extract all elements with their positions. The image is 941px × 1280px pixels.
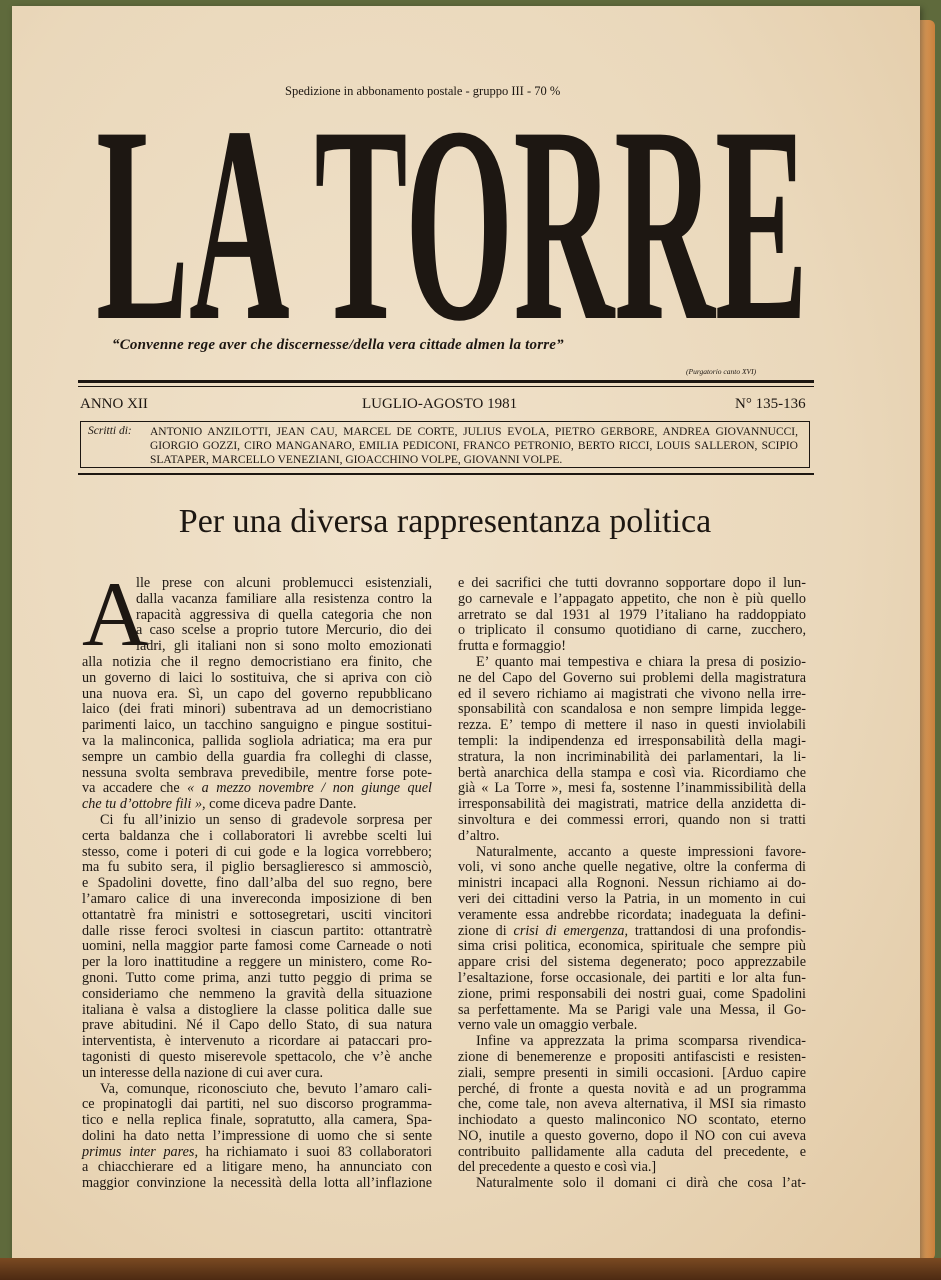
text-segment: prave abitudini. Né il Capo dello Stato, di sua natura	[82, 1017, 432, 1034]
text-segment: ministri incapaci alla Rognoni. Nessun richiamo ai do-	[458, 875, 806, 892]
text-segment: gnoni. Tutto come prima, anzi tutto peggio di prima se	[82, 969, 432, 986]
text-line	[82, 734, 432, 750]
text-segment: consideriamo che nemmeno la gravità della situazione	[82, 985, 432, 1002]
text-line	[82, 766, 432, 782]
text-segment: per la loro inattitudine a reggere un ministero, come Ro-	[82, 954, 432, 971]
issue-year: ANNO XII	[80, 396, 148, 412]
text-line	[458, 939, 806, 955]
text-line	[82, 1066, 432, 1082]
text-line	[82, 987, 432, 1003]
text-segment: ne del Capo del Governo sui problemi della magistratura	[458, 669, 806, 686]
text-segment: rezza. E’ tempo di mettere il naso in questi inviolabili	[458, 717, 806, 734]
text-line	[458, 576, 806, 592]
text-segment: un interesse della nazione di cui aver cura.	[82, 1064, 324, 1081]
text-segment: una nuova era. Sì, un capo del governo repubblicano	[82, 685, 432, 702]
text-line	[458, 718, 806, 734]
text-line	[82, 1034, 432, 1050]
text-segment: sa perfettamente. Ma se Parigi vale una Messa, il Go-	[458, 1001, 806, 1018]
text-segment: dolini ha dato netta l’impressione di uomo che si sente	[82, 1127, 432, 1144]
text-line	[82, 845, 432, 861]
text-line	[82, 687, 432, 703]
text-line	[458, 1113, 806, 1129]
text-line	[458, 892, 806, 908]
motto: “Convenne rege aver che discernesse/della vera cittade almen la torre”	[112, 337, 564, 353]
text-line	[458, 671, 806, 687]
text-line	[458, 955, 806, 971]
text-line	[458, 687, 806, 703]
text-line	[458, 1050, 806, 1066]
article-column-left	[82, 563, 432, 1192]
text-segment: veri dei cittadini verso la Patria, in un momento in cui	[458, 890, 806, 907]
text-segment: dalla vacanza familiare alla resistenza contro la	[136, 590, 432, 607]
text-line	[458, 1129, 806, 1145]
text-segment: veramente essa andrebbe ricordata; inadeguata la defini-	[458, 906, 806, 923]
text-segment: trattandosi di una profondis-	[628, 922, 806, 939]
text-line	[82, 813, 432, 829]
text-line	[458, 608, 806, 624]
text-segment: ce propinatogli dai partiti, nel suo discorso programma-	[82, 1096, 432, 1113]
text-segment: d’altro.	[458, 827, 500, 844]
text-segment: arretrato se dal 1931 al 1979 l’italiano ha raddoppiato	[458, 606, 806, 623]
text-segment: maggior convinzione la necessità della lotta all’inflazione	[82, 1175, 432, 1192]
text-segment: stratura, la non incriminabilità dei parlamentari, la li-	[458, 748, 806, 765]
divider	[78, 386, 814, 387]
text-segment: uomini, nella maggior parte famosi come Carneade o noti	[82, 938, 432, 955]
text-line	[458, 639, 806, 655]
text-segment: ottantatrè fra ministri e sottosegretari, usciti vincitori	[82, 906, 432, 923]
text-line	[458, 797, 806, 813]
text-segment: certa baldanza che i collaboratori li avrebbe scelti lui	[82, 827, 432, 844]
text-line	[458, 845, 806, 861]
text-segment: sponsabilità con scandalosa e non sempre limpida legge-	[458, 701, 806, 718]
text-segment: ed il severo richiamo ai magistrati che vivono nella irre-	[458, 685, 806, 702]
text-line	[82, 1003, 432, 1019]
text-line	[458, 1003, 806, 1019]
text-segment: irresponsabilità dei magistrati, matrice della anzidetta di-	[458, 796, 806, 813]
text-segment: go carnevale e l’appagato appetito, che non è più quello	[458, 590, 806, 607]
text-line	[82, 576, 432, 592]
text-segment: Naturalmente solo il domani ci dirà che cosa l’at-	[476, 1175, 806, 1192]
text-segment: ma fu subito sera, il piglio bersaglieresco si ammosciò,	[82, 859, 432, 876]
text-line	[82, 655, 432, 671]
text-segment: e dei sacrifici che tutti dovranno sopportare dopo il lun-	[458, 575, 806, 591]
text-line	[458, 1145, 806, 1161]
motto-source: (Purgatorio canto XVI)	[686, 367, 757, 376]
text-line	[458, 702, 806, 718]
text-line	[458, 766, 806, 782]
text-segment: E’ quanto mai tempestiva e chiara la presa di posizio-	[476, 653, 806, 670]
text-line	[82, 702, 432, 718]
text-line	[82, 639, 432, 655]
text-line	[82, 924, 432, 940]
text-line	[458, 1082, 806, 1098]
text-line	[458, 971, 806, 987]
text-segment: come diceva padre Dante.	[205, 796, 357, 813]
text-segment: sempre un cambio della guardia fra colleghi di classe,	[82, 748, 432, 765]
postal-notice: Spedizione in abbonamento postale - gruppo III - 70 %	[285, 84, 561, 98]
text-segment: interventista, è intervenuto a ricordare ai pataccari pro-	[82, 1033, 432, 1050]
text-line	[458, 1160, 806, 1176]
text-segment: verno vale un omaggio verbale.	[458, 1017, 638, 1034]
text-line	[82, 1160, 432, 1176]
text-segment: parimenti laico, un tacchino sanguigno e pingue sostitui-	[82, 717, 432, 734]
text-segment: del precedente a questo e così via.]	[458, 1159, 657, 1176]
text-segment: NO, inutile a questo governo, dopo il NO con cui aveva	[458, 1127, 806, 1144]
text-line	[458, 1176, 806, 1192]
table-surface	[0, 1258, 941, 1280]
text-segment: Naturalmente, accanto a queste impressioni favore-	[476, 843, 806, 860]
text-line	[82, 1129, 432, 1145]
text-line	[82, 892, 432, 908]
text-segment: l’amaro calice di una invereconda imposizione di ben	[82, 890, 432, 907]
text-segment: contribuito pallidamente alla caduta del precedente, e	[458, 1143, 806, 1160]
text-line	[458, 592, 806, 608]
text-line	[82, 750, 432, 766]
text-line	[458, 623, 806, 639]
text-segment: ladri, gli italiani non si sono molto emozionati	[136, 638, 432, 655]
text-segment: appare crisi del sistema degenerato; poco apprezzabile	[458, 954, 806, 971]
text-segment: sima crisi politica, economica, spirituale che sempre più	[458, 938, 806, 955]
text-segment: tico e nella replica finale, sopratutto, alla camera, Spa-	[82, 1112, 432, 1129]
text-segment: zione di	[458, 922, 514, 939]
text-line	[82, 781, 432, 797]
text-line	[458, 781, 806, 797]
text-line	[458, 987, 806, 1003]
text-segment: Va, comunque, riconosciuto che, bevuto l’amaro cali-	[100, 1080, 432, 1097]
text-line	[82, 592, 432, 608]
text-line	[458, 908, 806, 924]
masthead-logo	[90, 110, 820, 325]
text-segment: dalle risse feroci svoltesi in ciascun partito: ottantratrè	[82, 922, 432, 939]
text-segment: va accadere che	[82, 780, 188, 797]
text-line	[82, 718, 432, 734]
text-line	[82, 797, 432, 813]
text-line	[458, 1066, 806, 1082]
divider	[78, 380, 814, 383]
masthead-title: LA TORRE	[96, 110, 808, 325]
text-line	[458, 1097, 806, 1113]
text-segment: o triplicato il consumo quotidiano di carne, zucchero,	[458, 622, 806, 639]
text-segment: ziali, sempre presenti in simili occasioni. [Arduo capire	[458, 1064, 806, 1081]
text-line	[82, 1097, 432, 1113]
text-segment: lle prese con alcuni problemucci esistenziali,	[136, 575, 432, 591]
text-line	[82, 971, 432, 987]
text-line	[82, 1113, 432, 1129]
italic-text: crisi di emergenza,	[513, 922, 628, 939]
text-line	[458, 734, 806, 750]
text-line	[458, 813, 806, 829]
text-line	[458, 829, 806, 845]
text-line	[82, 1018, 432, 1034]
italic-text: primus inter pares,	[82, 1143, 198, 1160]
text-segment: va la malinconica, pallida sogliola adriatica; ma era pur	[82, 732, 432, 749]
text-segment: sinvoltura e dei commessi errori, quando non si tratti	[458, 811, 806, 828]
text-segment: voli, vi sono anche quelle negative, oltre la conferma di	[458, 859, 806, 876]
text-line	[458, 750, 806, 766]
text-line	[458, 860, 806, 876]
text-segment: alla notizia che il regno democristiano era finito, che	[82, 653, 432, 670]
text-segment: un governo di laici lo sostituiva, che si apriva con ciò	[82, 669, 432, 686]
text-segment: laico (dei frati minori) subentrava ad un democristiano	[82, 701, 432, 718]
text-line	[82, 939, 432, 955]
text-segment: zione di benemerenze e propositi antifascisti e resisten-	[458, 1048, 806, 1065]
text-line	[458, 655, 806, 671]
text-segment: frutta e formaggio!	[458, 638, 566, 655]
text-segment: perché, di fronte a questa novità e ad un programma	[458, 1080, 806, 1097]
authors-list: ANTONIO ANZILOTTI, JEAN CAU, MARCEL DE CORTE, JULIUS EVOLA, PIETRO GERBORE, ANDREA GIOVANNUCCI, GIORGIO GOZZI, CIRO MANGANARO, EMILIA PEDICONI, FRANCO PETRONIO, BERTO RICCI, LOUIS SALLERON, SCIPIO SLATAPER, MARCELLO VENEZIANI, GIOACCHINO VOLPE, GIOVANNI VOLPE.	[150, 426, 798, 466]
text-line	[458, 1018, 806, 1034]
text-line	[82, 671, 432, 687]
text-segment: ha richiamato i suoi 83 collaboratori	[198, 1143, 432, 1160]
text-segment: e Spadolini dovette, fino dall’alba del suo regno, bere	[82, 875, 432, 892]
text-line	[82, 829, 432, 845]
article-column-right	[458, 576, 806, 1192]
text-segment: Infine va apprezzata la prima scomparsa rivendica-	[476, 1033, 806, 1050]
text-segment: che, come tale, non aveva alternativa, il MSI sia rimasto	[458, 1096, 806, 1113]
authors-label: Scritti di:	[88, 425, 132, 437]
text-line	[458, 876, 806, 892]
text-segment: l’esaltazione, forse occasionale, dei partiti e lor alta fun-	[458, 969, 806, 986]
divider	[78, 473, 814, 475]
text-line	[458, 1034, 806, 1050]
text-segment: italiana è valsa a distogliere la classe politica dalle sue	[82, 1001, 432, 1018]
issue-number: N° 135-136	[735, 396, 806, 412]
text-line	[82, 623, 432, 639]
italic-text: « a mezzo novembre / non giunge quel	[187, 780, 432, 797]
text-line	[82, 608, 432, 624]
text-line	[82, 955, 432, 971]
text-line	[82, 908, 432, 924]
issue-date: LUGLIO-AGOSTO 1981	[362, 396, 518, 412]
text-segment: a chiacchierare ed a litigare meno, ha annunciato con	[82, 1159, 432, 1176]
text-line	[458, 924, 806, 940]
text-line	[82, 1145, 432, 1161]
text-line	[82, 860, 432, 876]
text-segment: Ci fu all’inizio un senso di gradevole sorpresa per	[100, 811, 432, 828]
text-segment: templi: la indipendenza ed irresponsabilità della magi-	[458, 732, 806, 749]
text-segment: bertà anarchica della stampa e così via. Ricordiamo che	[458, 764, 806, 781]
text-line	[82, 1082, 432, 1098]
text-segment: zione, primi responsabili dei nostri guai, come Spadolini	[458, 985, 806, 1002]
text-line	[82, 1050, 432, 1066]
text-line	[82, 876, 432, 892]
article-headline: Per una diversa rappresentanza politica	[178, 503, 712, 540]
text-segment: nessuna svolta sembrava prevedibile, mentre forse pote-	[82, 764, 432, 781]
text-segment: a caso scelse a proprio tutore Mercurio, dio dei	[136, 622, 432, 639]
drop-cap: A	[82, 563, 149, 665]
italic-text: che tu d’ottobre fili »,	[82, 796, 206, 813]
text-line	[82, 1176, 432, 1192]
text-segment: già « La Torre », mesi fa, sostenne l’inammissibilità della	[458, 780, 806, 797]
text-segment: tagonisti di questo miserevole spettacolo, che v’è anche	[82, 1048, 432, 1065]
text-segment: rapacità aggressiva di quella categoria che non	[136, 606, 432, 623]
text-segment: stesso, come i poteri di cui gode e la logica vorrebbero;	[82, 843, 432, 860]
text-segment: inchiodato a questo malinconico NO scontato, eterno	[458, 1112, 806, 1129]
